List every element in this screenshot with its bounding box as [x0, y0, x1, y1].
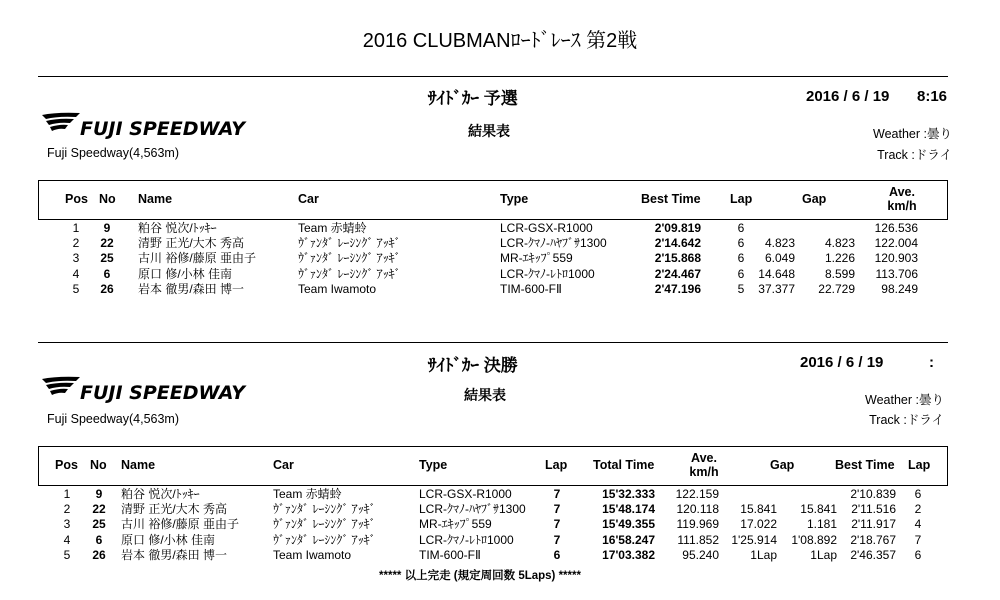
f-cell-ave: 120.118 — [676, 502, 719, 517]
f-col-lap: Lap — [545, 458, 568, 472]
f-col-car: Car — [273, 458, 294, 472]
f-cell-best: 2'11.516 — [851, 502, 896, 517]
svg-text:FUJI SPEEDWAY: FUJI SPEEDWAY — [80, 118, 246, 140]
q-cell-car: Team Iwamoto — [298, 281, 377, 296]
f-cell-type: LCR-ｸﾏﾉ-ﾊﾔﾌﾞｻ1300 — [419, 502, 526, 517]
q-cell-ave: 126.536 — [874, 221, 918, 235]
q-cell-type: LCR-ｸﾏﾉ-ﾚﾄﾛ1000 — [500, 266, 595, 281]
q-col-best-time: Best Time — [641, 192, 701, 206]
f-cell-car: ｳﾞｧﾝﾀﾞ ﾚｰｼﾝｸﾞ ｱｯｷﾞ — [273, 517, 376, 532]
f-cell-best: 2'18.767 — [850, 532, 896, 547]
f-cell-gap2: 1Lap — [810, 547, 837, 562]
f-cell-pos: 1 — [63, 487, 71, 501]
q-cell-name: 岩本 徹男/森田 博一 — [138, 281, 245, 296]
f-cell-gap1: 17.022 — [740, 517, 777, 532]
q-col-type: Type — [500, 192, 529, 206]
f-cell-blap: 4 — [914, 517, 922, 532]
fuji-speedway-logo — [40, 112, 280, 140]
q-cell-name: 古川 裕修/藤原 亜由子 — [138, 251, 257, 266]
f-cell-name: 岩本 徹男/森田 博一 — [121, 547, 228, 562]
q-col-car: Car — [298, 192, 319, 206]
f-cell-ave: 111.852 — [677, 532, 719, 547]
f-cell-blap: 2 — [914, 502, 922, 517]
f-col-pos: Pos — [55, 458, 78, 472]
q-cell-no: 9 — [103, 221, 111, 235]
f-cell-name: 粕谷 悦次/ﾄｯｷｰ — [121, 487, 200, 501]
f-cell-pos: 2 — [63, 502, 71, 517]
q-cell-lap: 5 — [737, 281, 745, 296]
f-cell-lap: 7 — [553, 532, 561, 547]
f-cell-pos: 3 — [63, 517, 71, 532]
svg-text:FUJI SPEEDWAY: FUJI SPEEDWAY — [80, 382, 246, 404]
q-cell-best: 2'24.467 — [654, 266, 701, 281]
final-title: ｻｲﾄﾞｶｰ 決勝 — [428, 356, 518, 375]
f-cell-lap: 7 — [553, 502, 561, 517]
q-col-lap: Lap — [730, 192, 753, 206]
q-cell-best: 2'14.642 — [654, 236, 701, 251]
qualifying-time: 8:16 — [917, 88, 948, 105]
qualifying-top-rule — [38, 76, 948, 77]
q-col-no: No — [99, 192, 116, 206]
q-cell-gap1: 14.648 — [758, 266, 795, 281]
f-cell-car: Team 赤蜻蛉 — [273, 487, 342, 501]
f-cell-total: 15'49.355 — [602, 517, 655, 532]
q-cell-gap2: 1.226 — [824, 251, 855, 266]
f-cell-total: 16'58.247 — [602, 532, 655, 547]
f-col-ave-line1: Ave. — [691, 451, 717, 465]
f-cell-type: LCR-ｸﾏﾉ-ﾚﾄﾛ1000 — [419, 532, 514, 547]
q-cell-gap1: 4.823 — [764, 236, 795, 251]
q-cell-pos: 3 — [72, 251, 80, 266]
f-cell-car: ｳﾞｧﾝﾀﾞ ﾚｰｼﾝｸﾞ ｱｯｷﾞ — [273, 532, 376, 547]
q-col-pos: Pos — [65, 192, 88, 206]
qualifying-track: Track :ドライ — [877, 148, 952, 162]
f-col-no: No — [90, 458, 107, 472]
q-col-ave-line2: km/h — [887, 199, 917, 213]
f-cell-no: 9 — [95, 487, 103, 501]
q-cell-car: Team 赤蜻蛉 — [298, 221, 367, 235]
f-cell-ave: 119.969 — [676, 517, 719, 532]
q-col-name: Name — [138, 192, 173, 206]
f-col-ave — [682, 451, 726, 479]
q-cell-gap2: 8.599 — [824, 266, 855, 281]
q-cell-no: 25 — [100, 251, 114, 266]
f-col-name: Name — [121, 458, 156, 472]
q-cell-name: 清野 正光/大木 秀高 — [138, 236, 245, 251]
f-cell-gap2: 1'08.892 — [791, 532, 837, 547]
f-cell-total: 15'48.174 — [602, 502, 655, 517]
q-cell-ave: 98.249 — [881, 281, 918, 296]
f-cell-no: 26 — [92, 547, 106, 562]
final-header-box — [38, 446, 948, 486]
f-col-type: Type — [419, 458, 448, 472]
f-cell-lap: 7 — [553, 517, 561, 532]
f-cell-gap1: 1Lap — [750, 547, 777, 562]
q-cell-ave: 113.706 — [875, 266, 918, 281]
qualifying-results-label: 結果表 — [468, 123, 510, 139]
q-cell-pos: 1 — [72, 221, 80, 235]
q-cell-pos: 5 — [72, 281, 80, 296]
q-cell-car: ｳﾞｧﾝﾀﾞ ﾚｰｼﾝｸﾞ ｱｯｷﾞ — [298, 266, 401, 281]
f-cell-blap: 7 — [914, 532, 922, 547]
document-title: 2016 CLUBMANﾛｰﾄﾞﾚｰｽ 第2戦 — [362, 30, 638, 52]
f-cell-best: 2'11.917 — [851, 517, 896, 532]
qualifying-title: ｻｲﾄﾞｶｰ 予選 — [428, 89, 518, 108]
f-cell-ave: 95.240 — [682, 547, 719, 562]
q-cell-pos: 2 — [72, 236, 80, 251]
f-cell-type: MR-ｴｷｯﾌﾟ559 — [419, 517, 492, 532]
f-col-ave-line2: km/h — [689, 465, 719, 479]
q-cell-lap: 6 — [737, 236, 745, 251]
f-cell-car: Team Iwamoto — [273, 547, 352, 562]
q-cell-type: TIM-600-FⅡ — [500, 281, 562, 296]
q-col-gap: Gap — [802, 192, 827, 206]
q-cell-type: LCR-GSX-R1000 — [500, 221, 593, 235]
final-track: Track :ドライ — [869, 413, 944, 427]
f-cell-best: 2'10.839 — [850, 487, 896, 501]
q-col-ave-line1: Ave. — [889, 185, 915, 199]
q-cell-car: ｳﾞｧﾝﾀﾞ ﾚｰｼﾝｸﾞ ｱｯｷﾞ — [298, 251, 401, 266]
f-cell-no: 25 — [92, 517, 106, 532]
q-cell-ave: 122.004 — [874, 236, 918, 251]
f-cell-best: 2'46.357 — [850, 547, 896, 562]
f-cell-type: TIM-600-FⅡ — [419, 547, 481, 562]
f-cell-blap: 6 — [914, 487, 922, 501]
f-cell-lap: 7 — [553, 487, 561, 501]
q-cell-type: MR-ｴｷｯﾌﾟ559 — [500, 251, 573, 266]
f-cell-car: ｳﾞｧﾝﾀﾞ ﾚｰｼﾝｸﾞ ｱｯｷﾞ — [273, 502, 376, 517]
f-cell-name: 古川 裕修/藤原 亜由子 — [121, 517, 240, 532]
qualifying-weather: Weather :曇り — [873, 127, 952, 141]
final-weather: Weather :曇り — [865, 393, 944, 407]
final-time: : — [929, 354, 934, 371]
q-cell-lap: 6 — [737, 266, 745, 281]
final-results-label: 結果表 — [464, 387, 506, 403]
finish-footnote: ***** 以上完走 (規定周回数 5Laps) ***** — [379, 570, 581, 582]
q-cell-name: 原口 修/小林 佳南 — [138, 266, 233, 281]
q-cell-gap1: 6.049 — [764, 251, 795, 266]
f-cell-type: LCR-GSX-R1000 — [419, 487, 512, 501]
f-cell-total: 15'32.333 — [602, 487, 655, 501]
q-cell-gap2: 4.823 — [824, 236, 855, 251]
f-cell-pos: 5 — [63, 547, 71, 562]
final-date: 2016 / 6 / 19 — [800, 354, 884, 371]
f-cell-no: 22 — [92, 502, 106, 517]
f-cell-gap2: 1.181 — [806, 517, 837, 532]
f-cell-total: 17'03.382 — [602, 547, 655, 562]
qualifying-venue: Fuji Speedway(4,563m) — [47, 146, 180, 160]
q-cell-lap: 6 — [737, 221, 745, 235]
f-col-best-time: Best Time — [835, 458, 895, 472]
q-cell-no: 26 — [100, 281, 114, 296]
f-cell-no: 6 — [95, 532, 103, 547]
f-col-gap: Gap — [770, 458, 795, 472]
f-cell-gap1: 15.841 — [740, 502, 777, 517]
f-cell-lap: 6 — [553, 547, 561, 562]
f-cell-name: 清野 正光/大木 秀高 — [121, 502, 228, 517]
q-cell-name: 粕谷 悦次/ﾄｯｷｰ — [138, 221, 217, 235]
q-cell-gap1: 37.377 — [758, 281, 795, 296]
q-cell-pos: 4 — [72, 266, 80, 281]
f-cell-gap2: 15.841 — [800, 502, 837, 517]
f-cell-name: 原口 修/小林 佳南 — [121, 532, 216, 547]
f-cell-ave: 122.159 — [675, 487, 719, 501]
q-cell-type: LCR-ｸﾏﾉ-ﾊﾔﾌﾞｻ1300 — [500, 236, 607, 251]
final-venue: Fuji Speedway(4,563m) — [47, 412, 180, 426]
q-cell-gap2: 22.729 — [818, 281, 855, 296]
q-cell-ave: 120.903 — [874, 251, 918, 266]
q-cell-no: 22 — [100, 236, 114, 251]
f-col-best-lap: Lap — [908, 458, 931, 472]
f-cell-gap1: 1'25.914 — [731, 532, 777, 547]
q-cell-best: 2'15.868 — [654, 251, 701, 266]
fuji-speedway-logo — [40, 376, 280, 404]
q-cell-car: ｳﾞｧﾝﾀﾞ ﾚｰｼﾝｸﾞ ｱｯｷﾞ — [298, 236, 401, 251]
q-col-ave — [880, 185, 924, 213]
f-col-total-time: Total Time — [593, 458, 655, 472]
q-cell-best: 2'47.196 — [654, 281, 701, 296]
qualifying-date: 2016 / 6 / 19 — [806, 88, 890, 105]
final-top-rule — [38, 342, 948, 343]
f-cell-blap: 6 — [914, 547, 922, 562]
q-cell-no: 6 — [103, 266, 111, 281]
q-cell-lap: 6 — [737, 251, 745, 266]
f-cell-pos: 4 — [63, 532, 71, 547]
q-cell-best: 2'09.819 — [654, 221, 701, 235]
